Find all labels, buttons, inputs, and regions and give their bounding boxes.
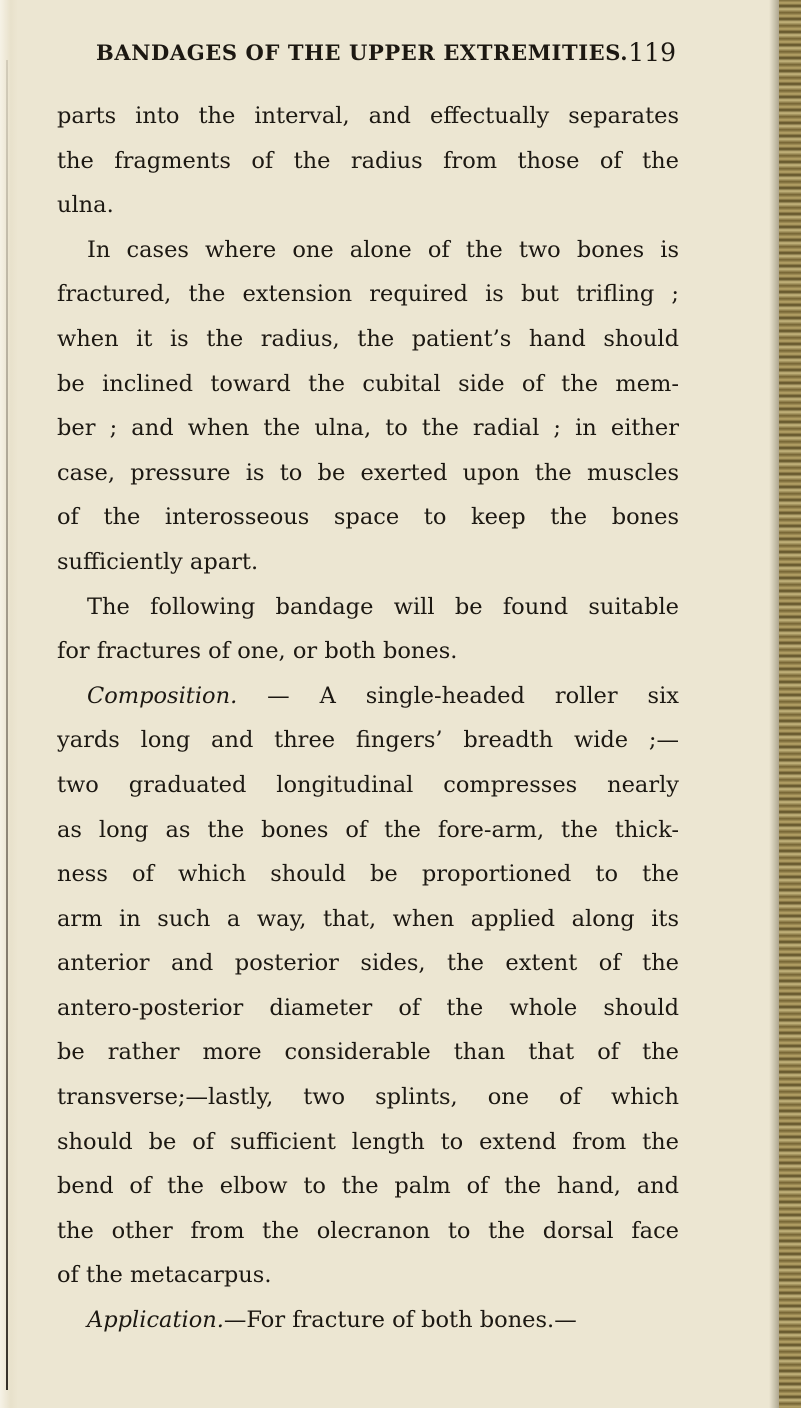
text-line: of the metacarpus. <box>57 1262 272 1289</box>
text-line: should be of sufficient length to extend from the <box>57 1128 679 1155</box>
text-line: fractured, the extension required is but trifling ; <box>57 281 679 308</box>
composition-heading: Composition. <box>87 682 238 709</box>
text-line-application <box>57 1298 679 1343</box>
text-line: transverse;—lastly, two splints, one of which <box>57 1084 679 1111</box>
text-line: two graduated longitudinal compresses nearly <box>57 771 679 798</box>
text-line: as long as the bones of the fore-arm, the thick- <box>57 816 679 843</box>
text-line: sufficiently apart. <box>57 548 259 575</box>
text-line: be rather more considerable than that of the <box>57 1039 679 1066</box>
page-edge-shadow <box>769 0 779 1408</box>
text-line: of the interosseous space to keep the bones <box>57 504 679 531</box>
text-line: parts into the interval, and effectually separates <box>57 103 679 129</box>
body-text <box>57 94 679 1343</box>
text-line: ulna. <box>57 192 114 219</box>
text-line: yards long and three fingers’ breadth wide ;— <box>57 727 679 754</box>
text-line: arm in such a way, that, when applied along its <box>57 905 679 932</box>
text-line-composition <box>57 674 679 719</box>
text-line: the other from the olecranon to the dorsal face <box>57 1217 679 1244</box>
text-line: The following bandage will be found suitable <box>87 593 679 620</box>
text-line: for fractures of one, or both bones. <box>57 638 458 665</box>
text-line: the fragments of the radius from those of the <box>57 147 679 174</box>
gutter-shadow-line <box>6 60 8 1390</box>
running-header <box>96 40 676 76</box>
text-line: In cases where one alone of the two bones is <box>87 236 679 263</box>
application-text: —For fracture of both bones.— <box>223 1307 577 1334</box>
composition-text: — A single-headed roller six <box>267 682 679 709</box>
page-number: 119 <box>628 38 676 67</box>
text-line: bend of the elbow to the palm of the hand, and <box>57 1173 679 1200</box>
text-line: antero-posterior diameter of the whole should <box>57 994 679 1021</box>
text-line: ness of which should be proportioned to the <box>57 861 679 888</box>
page-gutter <box>0 0 18 1408</box>
text-line: anterior and posterior sides, the extent of the <box>57 950 679 977</box>
running-title: BANDAGES OF THE UPPER EXTREMITIES. <box>96 40 629 65</box>
text-line: be inclined toward the cubital side of the mem- <box>57 370 679 397</box>
text-line: when it is the radius, the patient’s hand should <box>57 325 679 352</box>
application-heading: Application. <box>87 1307 224 1334</box>
page-edge-binding <box>779 0 801 1408</box>
text-line: ber ; and when the ulna, to the radial ; in either <box>57 415 679 442</box>
text-line: case, pressure is to be exerted upon the muscles <box>57 459 679 486</box>
